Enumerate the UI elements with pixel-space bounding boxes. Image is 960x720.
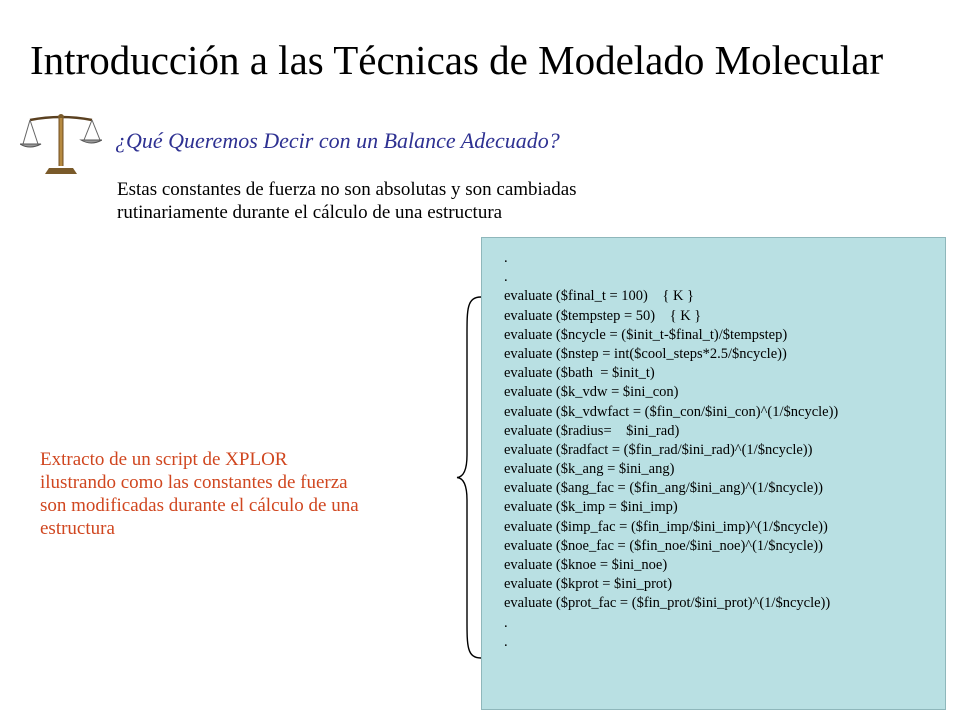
intro-line: rutinariamente durante el cálculo de una estructura (117, 202, 503, 223)
excerpt-line: ilustrando como las constantes de fuerza (40, 472, 348, 493)
code-line: evaluate ($radfact = ($fin_rad/$ini_rad)^(1/$ncycle)) (504, 441, 813, 458)
excerpt-line: estructura (40, 518, 115, 539)
code-line: evaluate ($k_vdw = $ini_con) (504, 384, 679, 401)
code-line: evaluate ($k_vdwfact = ($fin_con/$ini_con)^(1/$ncycle)) (504, 403, 839, 420)
code-line: . (504, 614, 508, 631)
intro-line: Estas constantes de fuerza no son absolutas y son cambiadas (117, 179, 577, 200)
code-line: . (504, 633, 508, 650)
intro-paragraph (117, 178, 577, 224)
code-line: evaluate ($radius= $ini_rad) (504, 422, 680, 439)
xplor-code-box (481, 237, 946, 710)
excerpt-line: son modificadas durante el cálculo de una (40, 495, 359, 516)
excerpt-caption (40, 448, 359, 540)
code-line: evaluate ($bath = $init_t) (504, 365, 655, 382)
code-line: evaluate ($kprot = $ini_prot) (504, 576, 673, 593)
code-line: evaluate ($ang_fac = ($fin_ang/$ini_ang)^(1/$ncycle)) (504, 480, 823, 497)
code-line: . (504, 269, 508, 286)
code-line: evaluate ($k_ang = $ini_ang) (504, 461, 675, 478)
code-line: evaluate ($final_t = 100) { K } (504, 288, 695, 305)
code-line: evaluate ($tempstep = 50) { K } (504, 307, 702, 324)
slide-subtitle: ¿Qué Queremos Decir con un Balance Adecuado? (115, 128, 560, 153)
code-line: . (504, 250, 508, 266)
code-line: evaluate ($k_imp = $ini_imp) (504, 499, 678, 516)
code-line: evaluate ($knoe = $ini_noe) (504, 557, 668, 573)
excerpt-line: Extracto de un script de XPLOR (40, 449, 288, 470)
code-line: evaluate ($imp_fac = ($fin_imp/$ini_imp)^(1/$ncycle)) (504, 518, 828, 535)
code-line: evaluate ($ncycle = ($init_t-$final_t)/$tempstep) (504, 326, 788, 343)
code-line: evaluate ($noe_fac = ($fin_noe/$ini_noe)^(1/$ncycle)) (504, 537, 823, 554)
code-line: evaluate ($prot_fac = ($fin_prot/$ini_prot)^(1/$ncycle)) (504, 595, 831, 612)
balance-scale-icon (20, 110, 102, 176)
slide-title: Introducción a las Técnicas de Modelado Molecular (30, 37, 884, 83)
code-line: evaluate ($nstep = int($cool_steps*2.5/$ncycle)) (504, 345, 787, 362)
